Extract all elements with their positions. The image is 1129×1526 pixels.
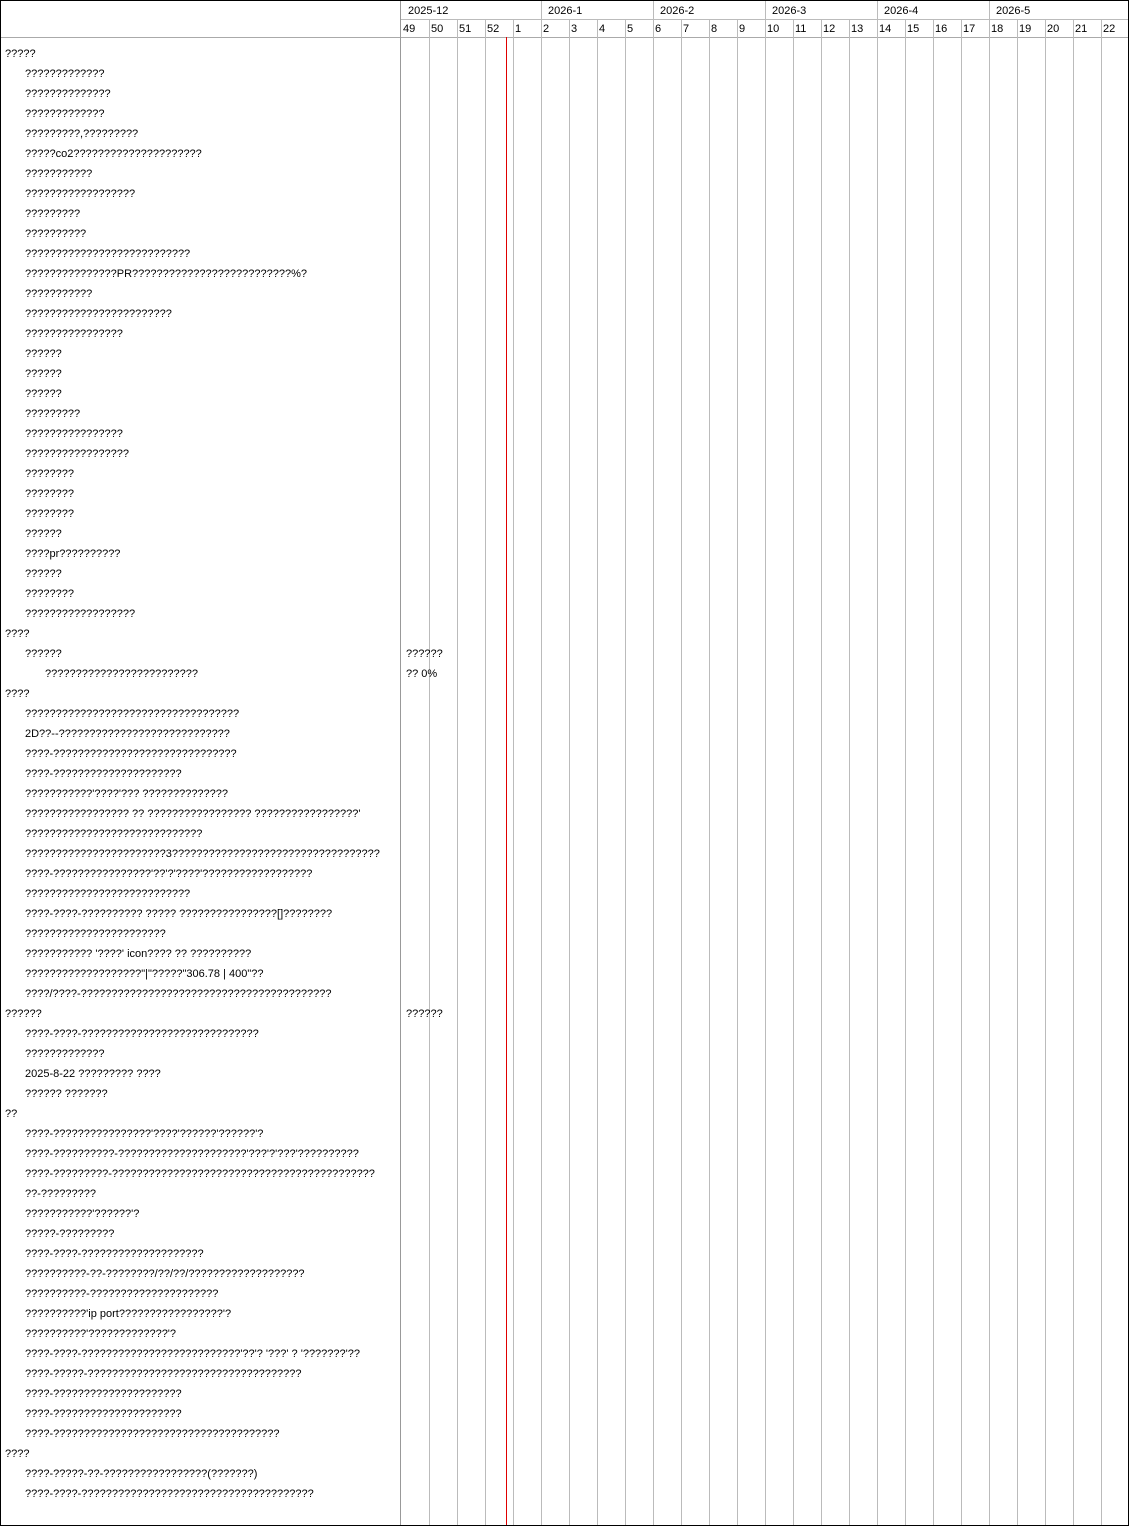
week-gridline: [961, 19, 962, 1525]
task-label[interactable]: ??????: [25, 568, 62, 580]
task-label[interactable]: ????-??????????????????????????????: [25, 748, 237, 760]
task-label[interactable]: ???????????????????????3??????????????????????????????????: [25, 848, 380, 860]
task-group-label[interactable]: ??: [5, 1108, 18, 1120]
week-label: 11: [795, 23, 807, 35]
week-gridline: [905, 19, 906, 1525]
week-gridline: [569, 19, 570, 1525]
week-gridline: [597, 19, 598, 1525]
task-label[interactable]: ??-?????????: [25, 1188, 96, 1200]
week-label: 52: [487, 23, 500, 35]
week-gridline: [821, 19, 822, 1525]
week-label: 21: [1075, 23, 1088, 35]
week-gridline: [485, 19, 486, 1525]
task-label[interactable]: ???????????: [25, 168, 93, 180]
week-label: 18: [991, 23, 1004, 35]
month-label: 2025-12: [408, 5, 449, 17]
week-label: 50: [431, 23, 444, 35]
task-label[interactable]: ????????????????: [25, 328, 123, 340]
week-label: 19: [1019, 23, 1032, 35]
month-separator: [653, 1, 654, 19]
week-gridline: [793, 19, 794, 1525]
task-group-label[interactable]: ????: [5, 628, 30, 640]
task-label[interactable]: ???????????????????????: [25, 928, 166, 940]
week-gridline: [513, 19, 514, 1525]
task-label[interactable]: ??????????'ip port?????????????????'?: [25, 1308, 232, 1320]
task-label[interactable]: ??????: [25, 368, 62, 380]
task-label[interactable]: ????-????-??????????????????????????????????????: [25, 1488, 314, 1500]
week-label: 5: [627, 23, 634, 35]
task-label[interactable]: ????????: [25, 588, 74, 600]
task-label[interactable]: ????-?????-??-?????????????????(???????): [25, 1468, 258, 1480]
week-gridline: [1073, 19, 1074, 1525]
week-gridline: [877, 19, 878, 1525]
task-label[interactable]: ???????????'????'??? ??????????????: [25, 788, 229, 800]
month-separator: [765, 1, 766, 19]
task-label[interactable]: ?????????,?????????: [25, 128, 139, 140]
timeline-header: [1, 1, 1128, 38]
task-label[interactable]: ??????????-?????????????????????: [25, 1288, 219, 1300]
week-gridline: [681, 19, 682, 1525]
task-label[interactable]: 2D??--????????????????????????????: [25, 728, 230, 740]
task-label[interactable]: ????-????-?????????? ????? ????????????????[]????????: [25, 908, 333, 920]
task-label[interactable]: ????-?????????????????????????????????????: [25, 1428, 280, 1440]
week-gridline: [737, 19, 738, 1525]
task-label[interactable]: ??????: [25, 648, 62, 660]
today-marker: [506, 37, 507, 1525]
task-label[interactable]: ????-????-??????????????????????????'??'? '???' ? '???????'??: [25, 1348, 360, 1360]
task-label[interactable]: ??????????-??-????????/??/??/???????????????????: [25, 1268, 305, 1280]
week-gridline: [457, 19, 458, 1525]
week-label: 51: [459, 23, 472, 35]
month-label: 2026-3: [772, 5, 807, 17]
task-label[interactable]: ???????????????????"|"?????"306.78 | 400"??: [25, 968, 264, 980]
week-label: 20: [1047, 23, 1060, 35]
task-label[interactable]: ????????: [25, 468, 74, 480]
week-label: 13: [851, 23, 864, 35]
task-label[interactable]: ????-?????????????????????: [25, 768, 182, 780]
task-label[interactable]: ????pr??????????: [25, 548, 121, 560]
week-label: 10: [767, 23, 780, 35]
task-label[interactable]: ????????????????? ?? ????????????????? ?????????????????': [25, 808, 361, 820]
task-label[interactable]: ????-?????????-???????????????????????????????????????????: [25, 1168, 375, 1180]
task-label[interactable]: ??????: [25, 528, 62, 540]
month-separator: [541, 1, 542, 19]
list-divider[interactable]: [400, 1, 401, 1525]
week-gridline: [709, 19, 710, 1525]
month-label: 2026-1: [548, 5, 583, 17]
task-label[interactable]: ?????????????????????????????: [25, 828, 203, 840]
week-label: 15: [907, 23, 920, 35]
task-label[interactable]: ????/????-?????????????????????????????????????????: [25, 988, 332, 1000]
week-gridline: [429, 19, 430, 1525]
month-label: 2026-5: [996, 5, 1031, 17]
task-label[interactable]: ????-?????????????????????: [25, 1408, 182, 1420]
task-label[interactable]: ?????????????: [25, 68, 105, 80]
month-separator: [989, 1, 990, 19]
week-gridline: [1101, 19, 1102, 1525]
task-label[interactable]: ???????????????????????????: [25, 248, 191, 260]
week-label: 17: [963, 23, 976, 35]
task-label[interactable]: 2025-8-22 ????????? ????: [25, 1068, 161, 1080]
task-label[interactable]: ???????????????PR??????????????????????????%?: [25, 268, 308, 280]
task-label[interactable]: ????-????????????????'????'??????'??????'?: [25, 1128, 264, 1140]
week-label: 9: [739, 23, 746, 35]
task-label[interactable]: ???????????: [25, 288, 93, 300]
task-label[interactable]: ?????? ???????: [25, 1088, 108, 1100]
week-label: 12: [823, 23, 836, 35]
task-label[interactable]: ???????????????????????????????????: [25, 708, 240, 720]
week-label: 49: [403, 23, 416, 35]
task-bar-label: ?? 0%: [406, 668, 438, 680]
month-label: 2026-2: [660, 5, 695, 17]
week-gridline: [653, 19, 654, 1525]
task-label[interactable]: ????-??????????-?????????????????????'???'?'???'??????????: [25, 1148, 359, 1160]
week-label: 3: [571, 23, 578, 35]
task-label[interactable]: ??????: [25, 348, 62, 360]
week-label: 1: [515, 23, 522, 35]
week-gridline: [849, 19, 850, 1525]
task-label[interactable]: ?????????????????: [25, 448, 130, 460]
task-group-label[interactable]: ??????: [5, 1008, 42, 1020]
task-label[interactable]: ??????????????????: [25, 608, 136, 620]
task-label[interactable]: ??????????: [25, 228, 87, 240]
week-label: 8: [711, 23, 718, 35]
task-label[interactable]: ??????????????????: [25, 188, 136, 200]
month-label: 2026-4: [884, 5, 919, 17]
task-label[interactable]: ?????co2?????????????????????: [25, 148, 202, 160]
task-label[interactable]: ????????????????????????: [25, 308, 172, 320]
task-group-label[interactable]: ????: [5, 688, 30, 700]
week-label: 2: [543, 23, 550, 35]
task-label[interactable]: ????-????-????????????????????: [25, 1248, 204, 1260]
week-gridline: [1017, 19, 1018, 1525]
task-group-label[interactable]: ?????: [5, 48, 36, 60]
week-gridline: [765, 19, 766, 1525]
task-label[interactable]: ?????????????: [25, 1048, 105, 1060]
week-gridline: [625, 19, 626, 1525]
month-separator: [877, 1, 878, 19]
task-label[interactable]: ?????-?????????: [25, 1228, 115, 1240]
task-label[interactable]: ?????????: [25, 208, 81, 220]
task-label[interactable]: ??????????????: [25, 88, 111, 100]
week-label: 6: [655, 23, 662, 35]
task-label[interactable]: ????????????????: [25, 428, 123, 440]
task-label[interactable]: ????-?????-???????????????????????????????????: [25, 1368, 302, 1380]
task-label[interactable]: ??????????'?????????????'?: [25, 1328, 177, 1340]
task-label[interactable]: ???????????????????????????: [25, 888, 191, 900]
week-gridline: [989, 19, 990, 1525]
week-gridline: [541, 19, 542, 1525]
week-label: 14: [879, 23, 892, 35]
week-label: 4: [599, 23, 606, 35]
task-label[interactable]: ???????????'??????'?: [25, 1208, 140, 1220]
task-label[interactable]: ????????: [25, 488, 74, 500]
week-label: 7: [683, 23, 690, 35]
task-label[interactable]: ?????????: [25, 408, 81, 420]
task-label[interactable]: ????-????-?????????????????????????????: [25, 1028, 259, 1040]
task-bar-label: ??????: [406, 1008, 443, 1020]
week-gridline: [1045, 19, 1046, 1525]
task-label[interactable]: ??????????? '????' icon???? ?? ??????????: [25, 948, 252, 960]
task-label[interactable]: ?????????????????????????: [45, 668, 198, 680]
task-label[interactable]: ????????: [25, 508, 74, 520]
task-label[interactable]: ??????: [25, 388, 62, 400]
week-label: 16: [935, 23, 948, 35]
week-label: 22: [1103, 23, 1116, 35]
task-group-label[interactable]: ????: [5, 1448, 30, 1460]
week-gridline: [933, 19, 934, 1525]
task-bar-label: ??????: [406, 648, 443, 660]
task-label[interactable]: ????-????????????????'??'?'????'??????????????????: [25, 868, 313, 880]
task-label[interactable]: ?????????????: [25, 108, 105, 120]
task-label[interactable]: ????-?????????????????????: [25, 1388, 182, 1400]
